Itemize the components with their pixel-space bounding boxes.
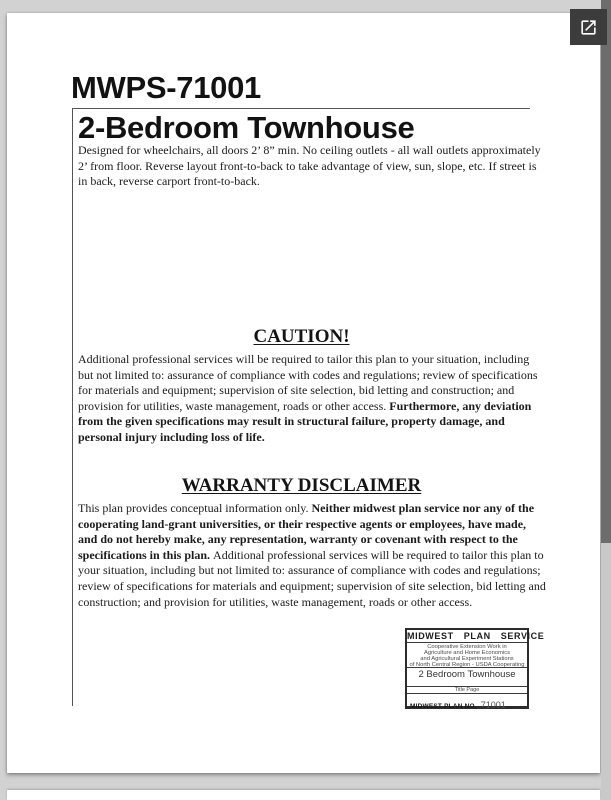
intro-paragraph: Designed for wheelchairs, all doors 2’ 8” min. No ceiling outlets - all wall outlets approximately 2’ from floor. Reverse layout front-to-back to take advantage of view, sun, slope, etc. If street is in back, reverse carport front-to-back. — [78, 143, 541, 189]
plan-code-heading: MWPS-71001 — [71, 70, 261, 105]
warranty-paragraph — [78, 501, 546, 610]
next-page-preview — [7, 790, 600, 800]
coop-line: of North Central Region - USDA Cooperating — [409, 662, 525, 669]
warranty-bold: Neither midwest plan service nor any of the cooperating land-grant universities, or their respective agents or employees, have made, and do not hereby make, any representation, warranty or covenant with respect to the specifications in this plan. — [78, 501, 535, 562]
caution-paragraph — [78, 352, 546, 446]
caution-text: Additional professional services will be required to tailor this plan to your situation, including but not limited to: assurance of compliance with codes and regulations; review of specifications for materials and equipment; supervision of site selection, bid letting and construction; and provision for utilities, waste management, roads or other access. — [78, 352, 538, 413]
page-title: 2-Bedroom Townhouse — [78, 110, 415, 145]
title-block-coop — [407, 643, 527, 668]
warranty-rest: Additional professional services will be required to tailor this plan to your situation, including but not limited to: assurance of compliance with codes and regulations; review of specifications for materials and equipment; supervision of site selection, bid letting and construction; and provision for utilities, waste management, roads or other access. — [78, 547, 546, 609]
scrollbar-track[interactable] — [601, 0, 611, 800]
caution-text-bold: Furthermore, any deviation from the given specifications may result in structural failure, property damage, and personal injury including loss of life. — [78, 398, 532, 444]
scrollbar-thumb[interactable] — [601, 0, 611, 543]
open-in-new-icon — [579, 18, 598, 37]
title-block-org: MIDWEST PLAN SERVICE — [407, 631, 545, 641]
plan-no-value: 71001 — [480, 700, 506, 710]
coop-line: Cooperative Extension Work in — [427, 644, 507, 650]
warranty-lead: This plan provides conceptual information only. — [78, 501, 312, 515]
popout-button[interactable] — [570, 9, 607, 45]
title-block-sheet-label: Title Page — [407, 687, 527, 694]
document-page — [7, 13, 600, 773]
content-box — [72, 108, 546, 710]
title-block — [405, 628, 545, 710]
title-block-plan-title: 2 Bedroom Townhouse — [407, 668, 527, 687]
title-block-plan-number — [407, 694, 527, 710]
caution-heading: CAUTION! — [253, 326, 350, 347]
coop-line: Agriculture and Home Economics — [423, 650, 511, 657]
warranty-heading: WARRANTY DISCLAIMER — [181, 475, 422, 496]
plan-no-label: MIDWEST PLAN NO. — [410, 703, 477, 710]
coop-line: and Agricultural Experiment Stations — [420, 656, 514, 663]
